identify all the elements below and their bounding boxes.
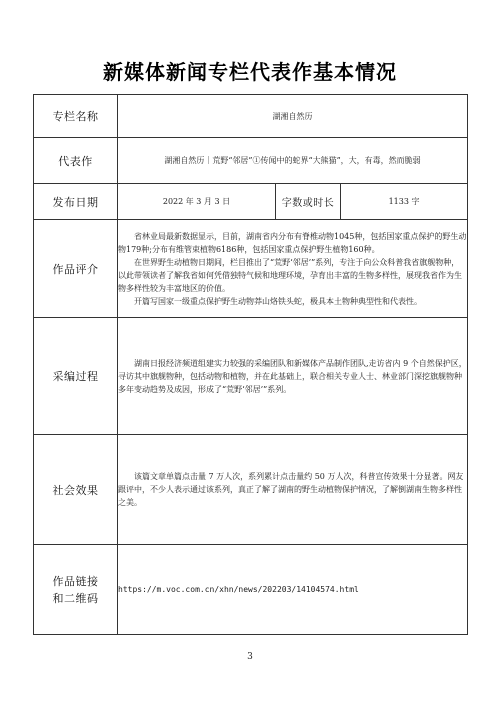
process-paragraph-1: 湖南日报经济频道组建实力较强的采编团队和新媒体产品制作团队,走访省内 9 个自然保护区，寻访其中旗舰物种，包括动物和植物，并在此基础上，联合相关专业人士、林业部门深挖旗舰物种多年变动趋势及成因，形成了“荒野‘邻居’”系列。 — [118, 358, 467, 394]
row-link — [34, 545, 468, 635]
row-publish — [34, 184, 468, 220]
publish-date-value: 2022 年 3 月 3 日 — [118, 184, 276, 220]
column-name-value: 湖湘自然历 — [118, 95, 468, 138]
page-number: 3 — [247, 652, 253, 662]
info-table — [33, 94, 468, 635]
effect-text — [118, 435, 468, 545]
process-text — [118, 318, 468, 435]
row-process — [34, 318, 468, 435]
work-url[interactable]: https://m.voc.com.cn/xhn/news/202203/14104574.html — [118, 545, 468, 635]
evaluation-paragraph-1: 省林业局最新数据显示，目前，湖南省内分布有脊椎动物1045种，包括国家重点保护的野生动物179种;分布有维管束植物6186种，包括国家重点保护野生植物160种。 — [118, 231, 467, 254]
evaluation-paragraph-3: 开篇写国家一级重点保护野生动物莽山烙铁头蛇，极具本土物种典型性和代表性。 — [134, 296, 422, 306]
row-effect — [34, 435, 468, 545]
row-evaluation — [34, 220, 468, 318]
row-column-name — [34, 95, 468, 138]
link-label-line-1: 作品链接 — [52, 574, 99, 588]
word-count-value: 1133 字 — [341, 184, 468, 220]
representative-label: 代表作 — [34, 138, 118, 184]
row-representative — [34, 138, 468, 184]
word-count-label: 字数或时长 — [276, 184, 341, 220]
process-label: 采编过程 — [34, 318, 118, 435]
link-label-line-2: 和二维码 — [52, 591, 99, 605]
representative-value: 湖湘自然历｜荒野“邻居”①传闻中的蛇界“大熊猫”，大，有毒，然而脆弱 — [118, 138, 468, 184]
link-label — [34, 545, 118, 635]
evaluation-paragraph-2: 在世界野生动植物日期间，栏目推出了“荒野‘邻居’”系列，专注于向公众科普我省旗舰物种，以此带领读者了解我省如何凭借独特气候和地理环境，孕育出丰富的生物多样性，展现我省作为生物多样性较为丰富地区的价值。 — [118, 257, 462, 293]
publish-date-label: 发布日期 — [34, 184, 118, 220]
effect-paragraph-1: 该篇文章单篇点击量 7 万人次，系列累计点击量约 50 万人次，科普宣传效果十分显著。网友跟评中，不少人表示通过该系列，真正了解了湖南的野生动植物保护情况，了解倒湖南生物多样性之美。 — [118, 472, 464, 507]
effect-label: 社会效果 — [34, 435, 118, 545]
evaluation-text — [118, 220, 468, 318]
evaluation-label: 作品评介 — [34, 220, 118, 318]
page-title: 新媒体新闻专栏代表作基本情况 — [103, 60, 397, 84]
column-name-label: 专栏名称 — [34, 95, 118, 138]
